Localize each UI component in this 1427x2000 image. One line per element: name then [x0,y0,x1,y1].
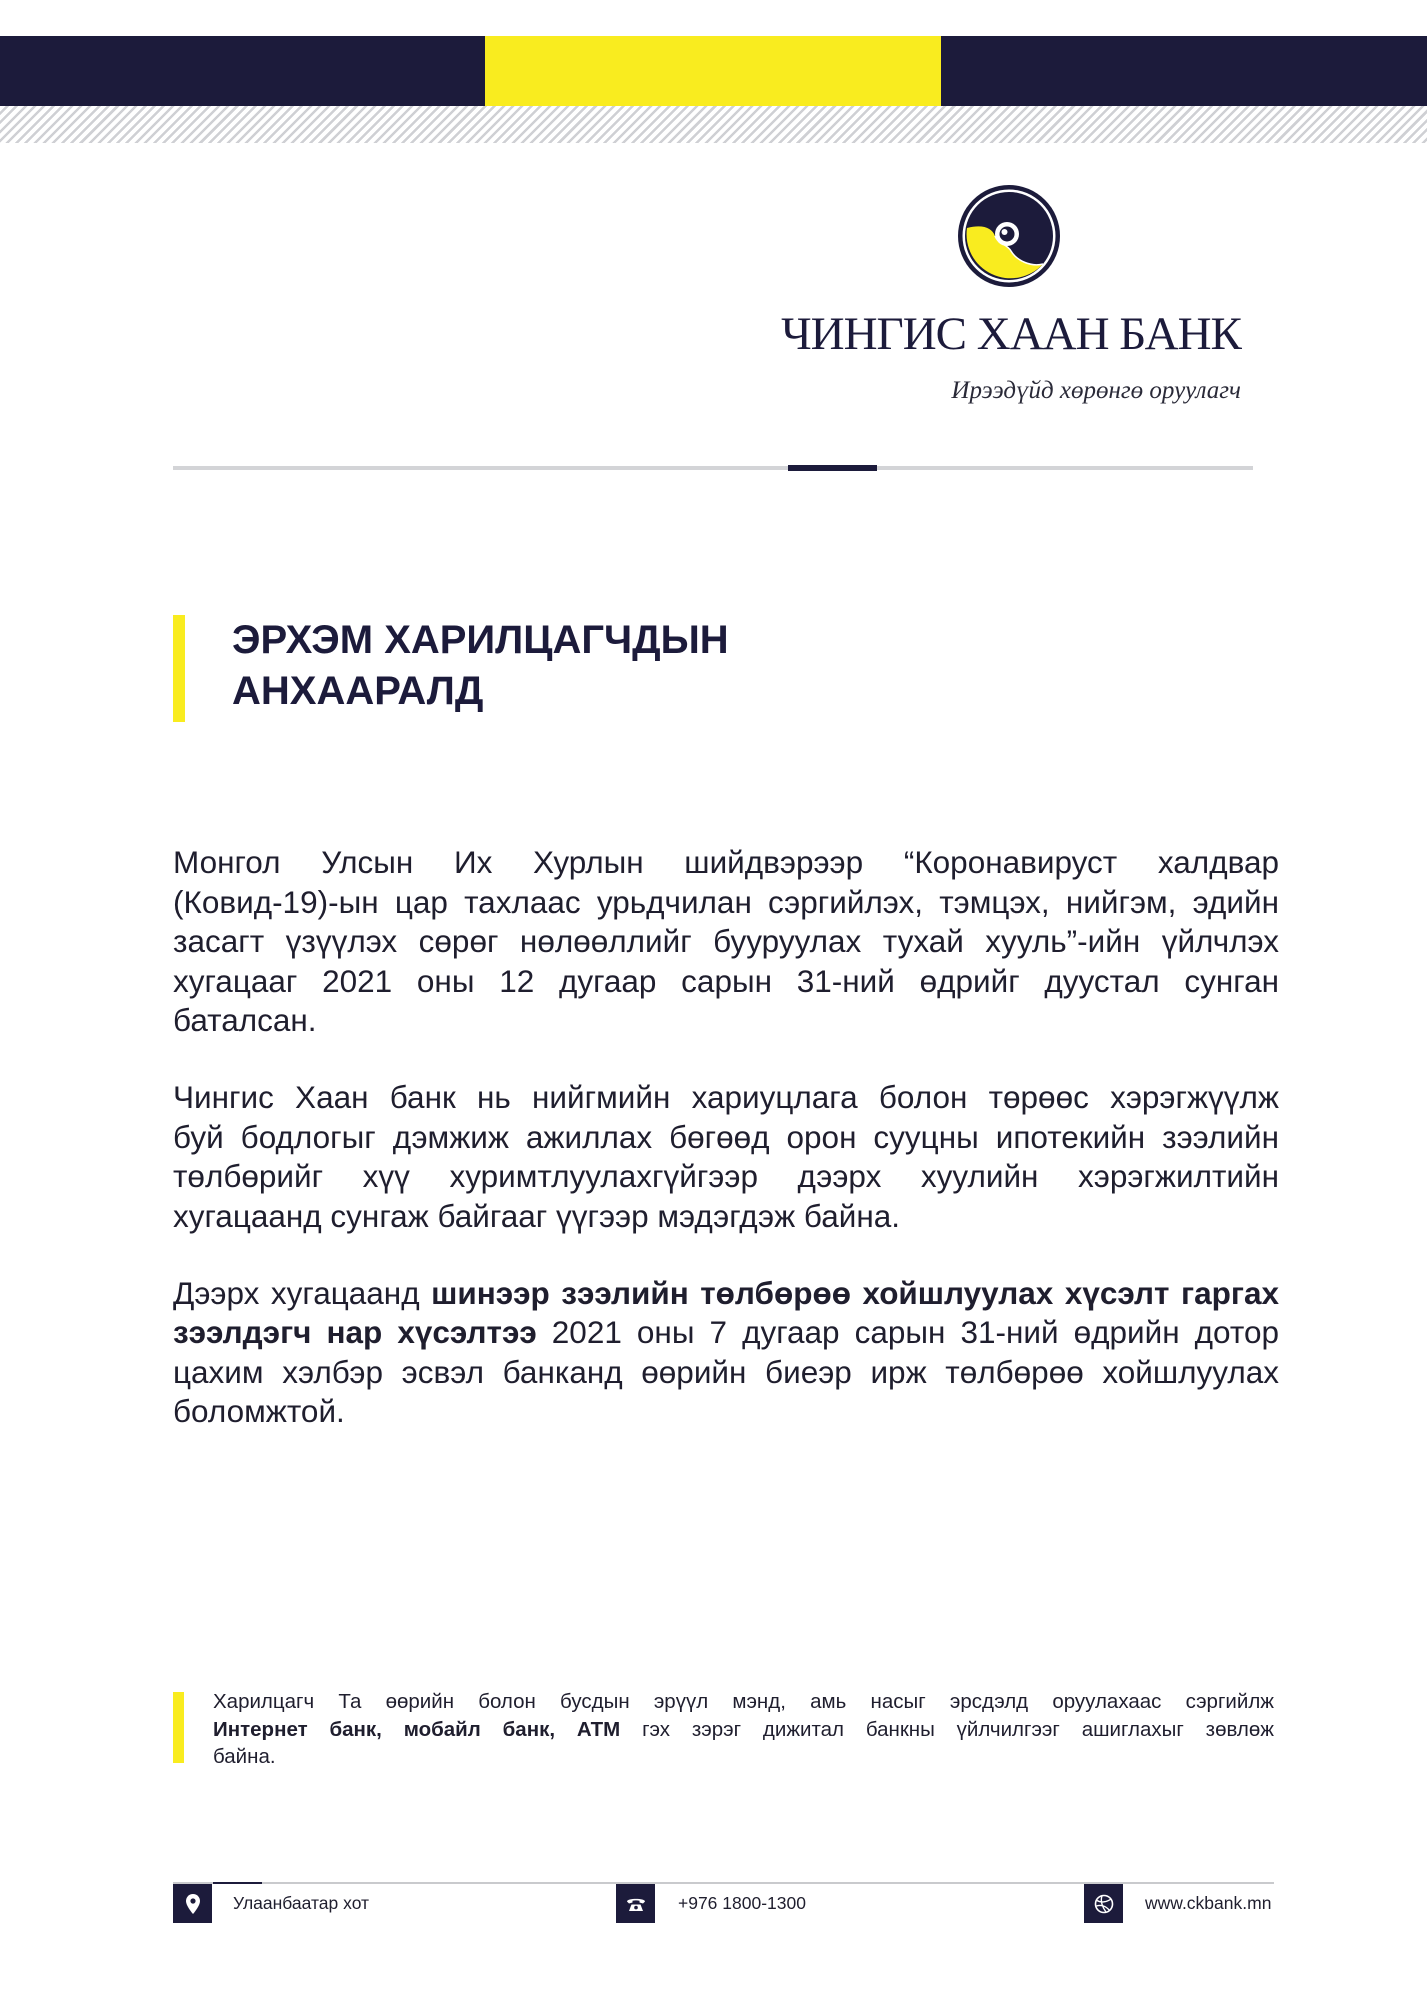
text-run: байна. [213,1745,276,1768]
emphasized-text: Интернет банк, мобайл банк, АТМ [213,1717,621,1741]
paragraph [173,843,1279,1041]
header-divider-accent [788,465,877,471]
text-run: засагт үзүүлэх сөрөг нөлөөллийг бууруулах тухай хууль”-ийн үйлчлэх [173,923,1279,959]
text-run: Харилцагч Та өөрийн болон бусдын эрүүл мэнд, амь насыг эрсдэлд оруулахаас сэргийлж [213,1690,1274,1713]
text-run: гэх зэрэг дижитал банкны үйлчилгээг ашиглахыг зөвлөж [620,1717,1274,1741]
paragraph-line [173,1274,1279,1314]
advisory-line [213,1743,1274,1771]
text-run: Монгол Улсын Их Хурлын шийдвэрээр “Коронавируст халдвар [173,844,1279,880]
text-run: хугацаанд сунгаж байгааг үүгээр мэдэгдэж байна. [173,1197,901,1234]
paragraph-line [173,1078,1279,1118]
header-yellow-segment [485,36,941,106]
title-accent-bar [173,615,185,722]
text-run: төлбөрийг хүү хуримтлуулахгүйгээр дээрх хуулийн хэрэгжилтийн [173,1158,1279,1194]
emphasized-text: зээлдэгч нар хүсэлтээ [173,1314,537,1350]
advisory-accent-bar [173,1692,184,1763]
phone-icon [616,1884,655,1923]
header-hatch-pattern [0,106,1427,143]
text-run: хугацааг 2021 оны 12 дугаар сарын 31-ний өдрийг дуустал сунган [173,962,1279,999]
advisory-note [213,1688,1274,1771]
paragraph-line [173,1118,1279,1158]
notice-title-line: АНХААРАЛД [232,669,484,713]
header-divider [173,466,1253,470]
text-run: Дээрх хугацаанд [173,1274,432,1311]
bank-name: ЧИНГИС ХААН БАНК [781,308,1241,360]
text-run: боломжтой. [173,1393,345,1429]
text-run: цахим хэлбэр эсвэл банканд өөрийн биеэр ирж төлбөрөө хойшлуулах [173,1353,1279,1390]
paragraph-line [173,1197,1279,1237]
notice-title [232,615,1132,717]
footer-phone: +976 1800-1300 [678,1893,806,1913]
paragraph-line [173,962,1279,1002]
notice-title-line: ЭРХЭМ ХАРИЛЦАГЧДЫН [232,618,729,662]
text-run: Чингис Хаан банк нь нийгмийн хариуцлага болон төрөөс хэрэгжүүлж [173,1079,1279,1115]
paragraph [173,1274,1279,1432]
footer-website: www.ckbank.mn [1145,1893,1272,1913]
paragraph-line [173,1353,1279,1393]
globe-icon [1084,1884,1123,1923]
notice-body [173,843,1279,1469]
paragraph-line [173,1157,1279,1197]
emphasized-text: шинээр зээлийн төлбөрөө хойшлуулах хүсэлт гаргах [431,1274,1279,1311]
paragraph-line [173,883,1279,923]
advisory-line [213,1688,1274,1716]
paragraph-line [173,843,1279,883]
footer-address: Улаанбаатар хот [233,1893,370,1913]
bank-emblem-icon [957,184,1061,288]
paragraph-line [173,922,1279,962]
text-run: (Ковид-19)-ын цар тахлаас урьдчилан сэргийлэх, тэмцэх, нийгэм, эдийн [173,883,1279,920]
paragraph [173,1078,1279,1236]
header-bar [0,36,1427,106]
text-run: баталсан. [173,1002,317,1038]
text-run: 2021 оны 7 дугаар сарын 31-ний өдрийн дотор [536,1314,1279,1350]
bank-tagline: Ирээдүйд хөрөнгө оруулагч [951,377,1241,404]
location-pin-icon [173,1884,212,1923]
paragraph-line [173,1313,1279,1353]
text-run: буй бодлогыг дэмжиж ажиллах бөгөөд орон сууцны ипотекийн зээлийн [173,1118,1279,1155]
advisory-line [213,1716,1274,1744]
paragraph-line [173,1392,1279,1432]
paragraph-line [173,1001,1279,1041]
